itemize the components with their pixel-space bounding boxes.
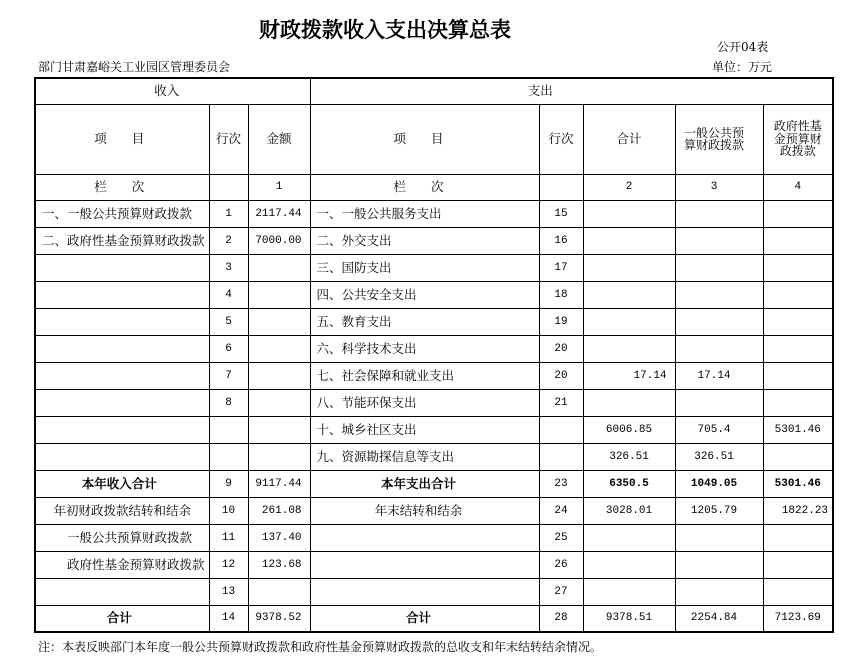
income-item-header: 项 目 [35,104,209,174]
expense-row-no-cell: 28 [539,605,583,632]
income-row-no-cell: 10 [209,497,248,524]
expense-total-cell [583,200,675,227]
income-amount-cell: 9117.44 [248,470,310,497]
income-amount-cell [248,578,310,605]
income-item-cell [35,281,209,308]
expense-general-budget-cell [675,551,763,578]
expense-fund-budget-cell: 5301.46 [763,416,833,443]
annual-total-row [35,470,833,497]
income-item-cell [35,254,209,281]
expense-general-budget-cell [675,308,763,335]
income-row-no-cell: 8 [209,389,248,416]
income-section-header: 收入 [35,78,310,104]
income-row-no-cell: 6 [209,335,248,362]
section-header-row [35,78,833,104]
expense-row-no-cell: 15 [539,200,583,227]
income-row-no-cell [209,416,248,443]
expense-row-no-index-cell [539,174,583,200]
grand-total-row [35,605,833,632]
footnote: 注：本表反映部门本年度一般公共预算财政拨款和政府性基金预算财政拨款的总收支和年末结转结余情况。 [38,640,603,654]
income-amount-cell [248,281,310,308]
expense-fund-budget-cell [763,389,833,416]
income-amount-header: 金额 [248,104,310,174]
expense-total-cell [583,524,675,551]
expense-item-cell: 本年支出合计 [310,470,539,497]
expense-item-cell: 二、外交支出 [310,227,539,254]
expense-item-cell: 合计 [310,605,539,632]
table-row [35,389,833,416]
expense-row-no-cell: 23 [539,470,583,497]
expense-item-cell [310,551,539,578]
income-column-index-label: 栏 次 [35,174,209,200]
income-row-no-cell: 4 [209,281,248,308]
expense-row-no-cell: 17 [539,254,583,281]
expense-fund-budget-cell [763,551,833,578]
expense-general-budget-cell: 2254.84 [675,605,763,632]
expense-fund-budget-cell [763,362,833,389]
income-amount-cell: 261.08 [248,497,310,524]
expense-general-budget-cell [675,389,763,416]
expense-row-no-header: 行次 [539,104,583,174]
expense-column-index-label: 栏 次 [310,174,539,200]
expense-general-budget-cell: 326.51 [675,443,763,470]
income-row-no-cell: 3 [209,254,248,281]
expense-total-index: 2 [583,174,675,200]
table-row [35,308,833,335]
column-index-row [35,174,833,200]
expense-total-cell [583,227,675,254]
expense-total-cell [583,335,675,362]
expense-row-no-cell: 25 [539,524,583,551]
income-item-cell [35,389,209,416]
income-amount-cell [248,443,310,470]
income-item-cell: 合计 [35,605,209,632]
income-amount-index: 1 [248,174,310,200]
income-item-cell [35,335,209,362]
expense-general-budget-header-cell [675,104,763,174]
table-row [35,200,833,227]
expense-row-no-cell: 20 [539,335,583,362]
expense-general-budget-cell [675,254,763,281]
income-amount-cell: 137.40 [248,524,310,551]
expense-total-cell [583,281,675,308]
expense-row-no-cell: 18 [539,281,583,308]
income-item-cell [35,416,209,443]
expense-general-budget-cell: 17.14 [675,362,763,389]
expense-general-budget-cell [675,524,763,551]
income-row-no-cell: 13 [209,578,248,605]
expense-row-no-cell [539,416,583,443]
expense-row-no-cell: 26 [539,551,583,578]
expense-row-no-cell: 19 [539,308,583,335]
income-amount-cell [248,335,310,362]
expense-fund-budget-cell [763,443,833,470]
expense-general-budget-cell: 1205.79 [675,497,763,524]
expense-item-cell: 年末结转和结余 [310,497,539,524]
income-item-cell [35,362,209,389]
table-row [35,362,833,389]
expense-general-budget-cell [675,200,763,227]
column-header-row [35,104,833,174]
expense-general-budget-index: 3 [675,174,763,200]
expense-fund-budget-cell [763,308,833,335]
expense-general-budget-cell: 1049.05 [675,470,763,497]
expense-fund-budget-cell [763,200,833,227]
income-amount-cell: 2117.44 [248,200,310,227]
income-item-cell: 一、一般公共预算财政拨款 [35,200,209,227]
expense-total-cell: 6350.5 [583,470,675,497]
expense-fund-budget-cell [763,335,833,362]
table-row [35,578,833,605]
expense-section-header: 支出 [310,78,833,104]
income-amount-cell [248,362,310,389]
income-amount-cell: 7000.00 [248,227,310,254]
income-row-no-cell: 11 [209,524,248,551]
table-row [35,335,833,362]
expense-row-no-cell: 24 [539,497,583,524]
table-row [35,227,833,254]
table-row [35,524,833,551]
carryover-row [35,497,833,524]
income-row-no-cell: 7 [209,362,248,389]
expense-item-cell: 三、国防支出 [310,254,539,281]
expense-total-cell [583,389,675,416]
income-amount-cell [248,416,310,443]
expense-total-cell [583,578,675,605]
expense-fund-budget-index: 4 [763,174,833,200]
expense-item-header: 项 目 [310,104,539,174]
income-amount-cell: 123.68 [248,551,310,578]
income-amount-cell [248,254,310,281]
expense-fund-budget-cell: 7123.69 [763,605,833,632]
department-name: 部门甘肃嘉峪关工业园区管理委员会 [38,60,231,74]
expense-total-cell [583,308,675,335]
expense-total-cell: 326.51 [583,443,675,470]
income-row-no-cell: 5 [209,308,248,335]
expense-general-budget-cell [675,281,763,308]
expense-item-cell: 一、一般公共服务支出 [310,200,539,227]
income-item-cell [35,578,209,605]
expense-general-budget-cell: 705.4 [675,416,763,443]
expense-item-cell: 八、节能环保支出 [310,389,539,416]
expense-item-cell: 九、资源勘探信息等支出 [310,443,539,470]
expense-item-cell [310,578,539,605]
expense-general-budget-cell [675,335,763,362]
income-row-no-header: 行次 [209,104,248,174]
expense-row-no-cell: 27 [539,578,583,605]
income-item-cell: 年初财政拨款结转和结余 [35,497,209,524]
expense-row-no-cell: 16 [539,227,583,254]
expense-row-no-cell [539,443,583,470]
expense-general-budget-header: 一般公共预算财政拨款 [684,125,745,152]
expense-total-cell [583,551,675,578]
income-item-cell: 本年收入合计 [35,470,209,497]
income-row-no-cell [209,443,248,470]
income-item-cell [35,443,209,470]
expense-item-cell: 四、公共安全支出 [310,281,539,308]
expense-item-cell: 五、教育支出 [310,308,539,335]
unit-label: 单位：万元 [712,60,773,74]
income-amount-cell [248,308,310,335]
expense-general-budget-cell [675,227,763,254]
table-row [35,281,833,308]
expense-total-cell: 6006.85 [583,416,675,443]
expense-row-no-cell: 20 [539,362,583,389]
expense-total-header: 合计 [583,104,675,174]
table-row [35,254,833,281]
table-row [35,551,833,578]
expense-total-cell [583,254,675,281]
income-item-cell: 政府性基金预算财政拨款 [35,551,209,578]
expense-fund-budget-cell: 5301.46 [763,470,833,497]
income-item-cell: 一般公共预算财政拨款 [35,524,209,551]
expense-total-cell: 9378.51 [583,605,675,632]
expense-fund-budget-cell [763,227,833,254]
expense-fund-budget-cell [763,524,833,551]
income-row-no-cell: 9 [209,470,248,497]
expense-item-cell: 七、社会保障和就业支出 [310,362,539,389]
expense-row-no-cell: 21 [539,389,583,416]
income-row-no-cell: 1 [209,200,248,227]
income-row-no-cell: 12 [209,551,248,578]
expense-fund-budget-cell [763,281,833,308]
table-row [35,416,833,443]
income-amount-cell: 9378.52 [248,605,310,632]
expense-total-cell: 3028.01 [583,497,675,524]
expense-fund-budget-header-cell [763,104,833,174]
expense-item-cell [310,524,539,551]
table-row [35,443,833,470]
expense-fund-budget-header: 政府性基金预算财政拨款 [773,119,822,159]
expense-item-cell: 十、城乡社区支出 [310,416,539,443]
form-code: 公开04表 [717,40,769,54]
expense-fund-budget-cell [763,254,833,281]
income-row-no-cell: 14 [209,605,248,632]
expense-fund-budget-cell [763,578,833,605]
expense-item-cell: 六、科学技术支出 [310,335,539,362]
income-item-cell [35,308,209,335]
expense-general-budget-cell [675,578,763,605]
expense-total-cell: 17.14 [583,362,675,389]
income-row-no-cell: 2 [209,227,248,254]
budget-table [34,77,834,633]
report-title: 财政拨款收入支出决算总表 [259,17,511,42]
income-row-no-index-cell [209,174,248,200]
income-item-cell: 二、政府性基金预算财政拨款 [35,227,209,254]
income-amount-cell [248,389,310,416]
expense-fund-budget-cell: 1822.23 [763,497,833,524]
